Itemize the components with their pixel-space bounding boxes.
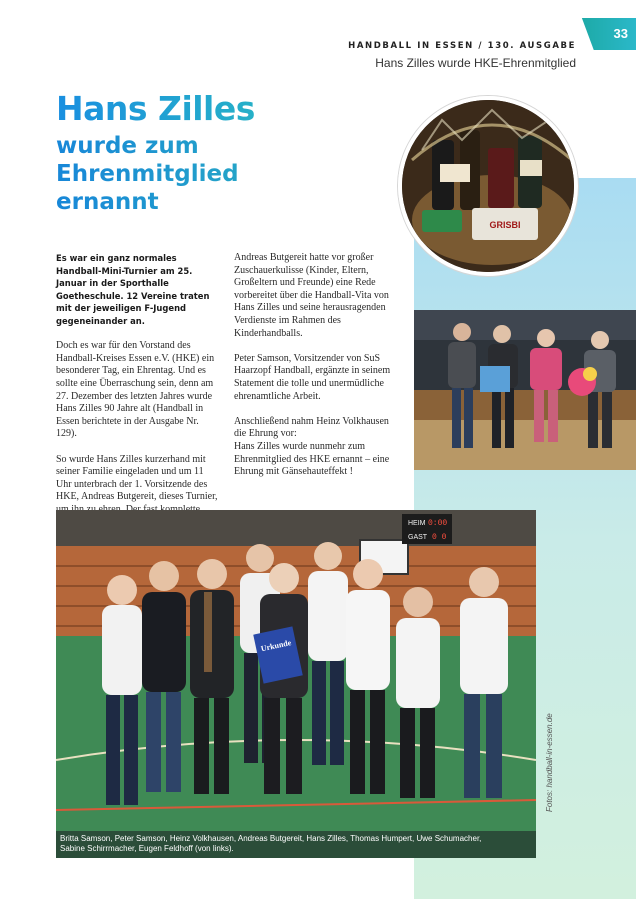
article-lead: Es war ein ganz normales Handball-Mini-Turnier am 25. Januar in der Sporthalle Goetheschule. 12 Vereine traten mit der jeweiligen F-Jugend gegeneinander an.	[56, 253, 210, 326]
article-paragraph-5	[234, 416, 400, 479]
article-paragraph-5a: Anschließend nahm Heinz Volkhausen die Ehrung vor:	[234, 415, 389, 440]
article-column-middle	[234, 252, 400, 491]
scoreboard-guest-label: GAST	[408, 534, 428, 541]
group-honoring-photo	[56, 510, 536, 858]
issue-kicker: HANDBALL IN ESSEN / 130. AUSGABE	[348, 41, 576, 51]
basket-product-label: GRISBI	[489, 220, 521, 230]
headline-line-1: Hans Zilles	[56, 92, 386, 125]
certificate-label: Urkunde	[260, 638, 292, 654]
scoreboard-time: 0:00	[428, 519, 448, 528]
caption-line-1: Britta Samson, Peter Samson, Heinz Volkhausen, Andreas Butgereit, Hans Zilles, Thomas Humpert, Uwe Schumacher,	[60, 834, 482, 843]
gift-basket-illustration	[402, 100, 578, 276]
article-paragraph-5b: Hans Zilles wurde nunmehr zum Ehrenmitglied des HKE ernannt – eine Ehrung mit Gänsehauteffekt !	[234, 440, 390, 478]
caption-line-2: Sabine Schirrmacher, Eugen Feldhoff (von links).	[60, 844, 234, 853]
article-paragraph-3: Andreas Butgereit hatte vor großer Zuschauerkulisse (Kinder, Eltern, Großeltern und Freunde) eine Rede vorbereitet über die Handball-Vita von Hans Zilles und seine herausragenden Verdienste im Rahmen des Kinderhandballs.	[234, 252, 389, 339]
scoreboard-score: 0 0	[432, 533, 447, 542]
page-number: 33	[613, 26, 628, 41]
article-headline	[56, 89, 386, 219]
headline-line-2: wurde zum	[56, 135, 386, 158]
article-paragraph-4: Peter Samson, Vorsitzender von SuS Haarzopf Handball, ergänzte in seinem Statement die tolle und unermüdliche ehrenamtliche Arbeit.	[234, 352, 391, 402]
headline-line-4: ernannt	[56, 191, 386, 214]
article-paragraph-2: So wurde Hans Zilles kurzerhand mit seiner Familie eingeladen und um 11 Uhr unterbrach der 1. Vorsitzende des HKE, Andreas Butgereit, dieses Turnier,	[56, 453, 218, 503]
gift-basket-photo	[398, 96, 578, 276]
seated-group-photo	[414, 310, 636, 470]
scoreboard-home-label: HEIM	[408, 520, 426, 527]
photo-caption	[60, 834, 530, 854]
article-column-left	[56, 252, 220, 554]
article-paragraph-1: Doch es war für den Vorstand des Handball-Kreises Essen e.V. (HKE) ein besonderer Tag, ein Ehrentag. Und es sollte eine Überraschung sein, denn am 27. Dezember des letzten Jahres wurde Hans Zilles 90 Jahre alt (Handball in Essen berichtete in der Ausgabe Nr. 129).	[56, 340, 215, 440]
photo-credit: Fotos: handball-in-essen.de	[545, 713, 554, 812]
headline-line-3: Ehrenmitglied	[56, 163, 386, 186]
running-subtitle: Hans Zilles wurde HKE-Ehrenmitglied	[375, 56, 576, 70]
seated-group-illustration	[414, 310, 636, 470]
group-honoring-illustration	[56, 510, 536, 858]
